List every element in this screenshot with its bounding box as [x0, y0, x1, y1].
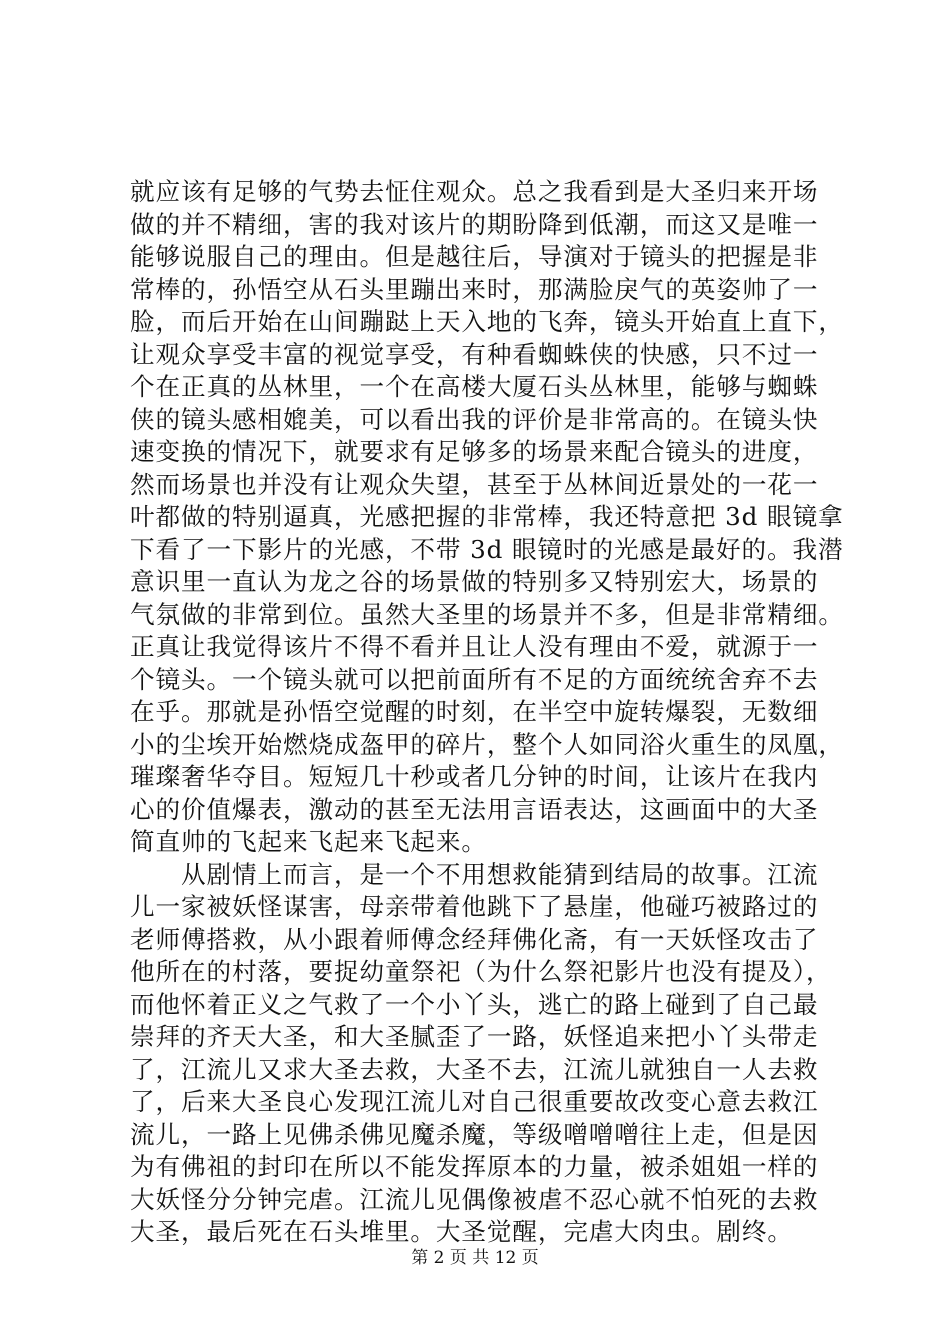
text-line: 意识里一直认为龙之谷的场景做的特别多又特别宏大，场景的 [130, 567, 819, 596]
text-line: 老师傅搭救，从小跟着师傅念经拜佛化斋，有一天妖怪攻击了 [130, 924, 819, 954]
text-line: 个在正真的丛林里，一个在高楼大厦石头丛林里，能够与蜘蛛 [130, 372, 819, 401]
text-line: 流儿，一路上见佛杀佛见魔杀魔，等级噌噌噌往上走，但是因 [130, 1119, 819, 1149]
text-line: 大圣，最后死在石头堆里。大圣觉醒，完虐大肉虫。剧终。 [130, 1217, 793, 1246]
text-line: 他所在的村落，要捉幼童祭祀（为什么祭祀影片也没有提及）， [130, 957, 832, 986]
text-line: 而他怀着正义之气救了一个小丫头，逃亡的路上碰到了自己最 [130, 989, 819, 1019]
text-line: 做的并不精细，害的我对该片的期盼降到低潮，而这又是唯一 [130, 209, 819, 239]
text-line: 速变换的情况下，就要求有足够多的场景来配合镜头的进度， [130, 437, 819, 466]
text-line: 然而场景也并没有让观众失望，甚至于丛林间近景处的一花一 [130, 469, 819, 499]
page-footer: 第 2 页 共 12 页 [411, 1248, 539, 1268]
text-line: 气氛做的非常到位。虽然大圣里的场景并不多，但是非常精细。 [130, 599, 844, 629]
text-line: 就应该有足够的气势去怔住观众。总之我看到是大圣归来开场 [130, 177, 819, 206]
text-line: 儿一家被妖怪谋害，母亲带着他跳下了悬崖，他碰巧被路过的 [130, 892, 819, 921]
body-text [130, 176, 844, 1249]
text-line: 璀璨奢华夺目。短短几十秒或者几分钟的时间，让该片在我内 [130, 762, 819, 791]
text-line: 正真让我觉得该片不得不看并且让人没有理由不爱，就源于一 [130, 632, 819, 661]
text-line: 了，后来大圣良心发现江流儿对自己很重要故改变心意去救江 [130, 1087, 819, 1116]
text-line: 让观众享受丰富的视觉享受，有种看蜘蛛侠的快感，只不过一 [130, 339, 819, 369]
text-line: 心的价值爆表，激动的甚至无法用言语表达，这画面中的大圣 [130, 794, 819, 824]
text-line: 在乎。那就是孙悟空觉醒的时刻，在半空中旋转爆裂，无数细 [130, 697, 819, 726]
text-line: 个镜头。一个镜头就可以把前面所有不足的方面统统舍弃不去 [130, 664, 819, 694]
text-line: 常棒的，孙悟空从石头里蹦出来时，那满脸戾气的英姿帅了一 [130, 274, 819, 304]
text-line: 大妖怪分分钟完虐。江流儿见偶像被虐不忍心就不怕死的去救 [130, 1184, 819, 1214]
text-line: 从剧情上而言，是一个不用想救能猜到结局的故事。江流 [130, 859, 819, 889]
text-line: 能够说服自己的理由。但是越往后，导演对于镜头的把握是非 [130, 242, 819, 271]
text-line: 简直帅的飞起来飞起来飞起来。 [130, 827, 487, 856]
text-line: 下看了一下影片的光感，不带 3d 眼镜时的光感是最好的。我潜 [130, 534, 844, 564]
text-line: 为有佛祖的封印在所以不能发挥原本的力量，被杀姐姐一样的 [130, 1152, 819, 1181]
text-line: 叶都做的特别逼真，光感把握的非常棒，我还特意把 3d 眼镜拿 [130, 502, 844, 531]
text-line: 了，江流儿又求大圣去救，大圣不去，江流儿就独自一人去救 [130, 1054, 819, 1084]
text-line: 脸，而后开始在山间蹦跶上天入地的飞奔，镜头开始直上直下， [130, 307, 844, 336]
text-line: 小的尘埃开始燃烧成盔甲的碎片，整个人如同浴火重生的凤凰， [130, 729, 844, 759]
text-line: 崇拜的齐天大圣，和大圣腻歪了一路，妖怪追来把小丫头带走 [130, 1022, 819, 1051]
text-line: 侠的镜头感相媲美，可以看出我的评价是非常高的。在镜头快 [130, 404, 819, 434]
